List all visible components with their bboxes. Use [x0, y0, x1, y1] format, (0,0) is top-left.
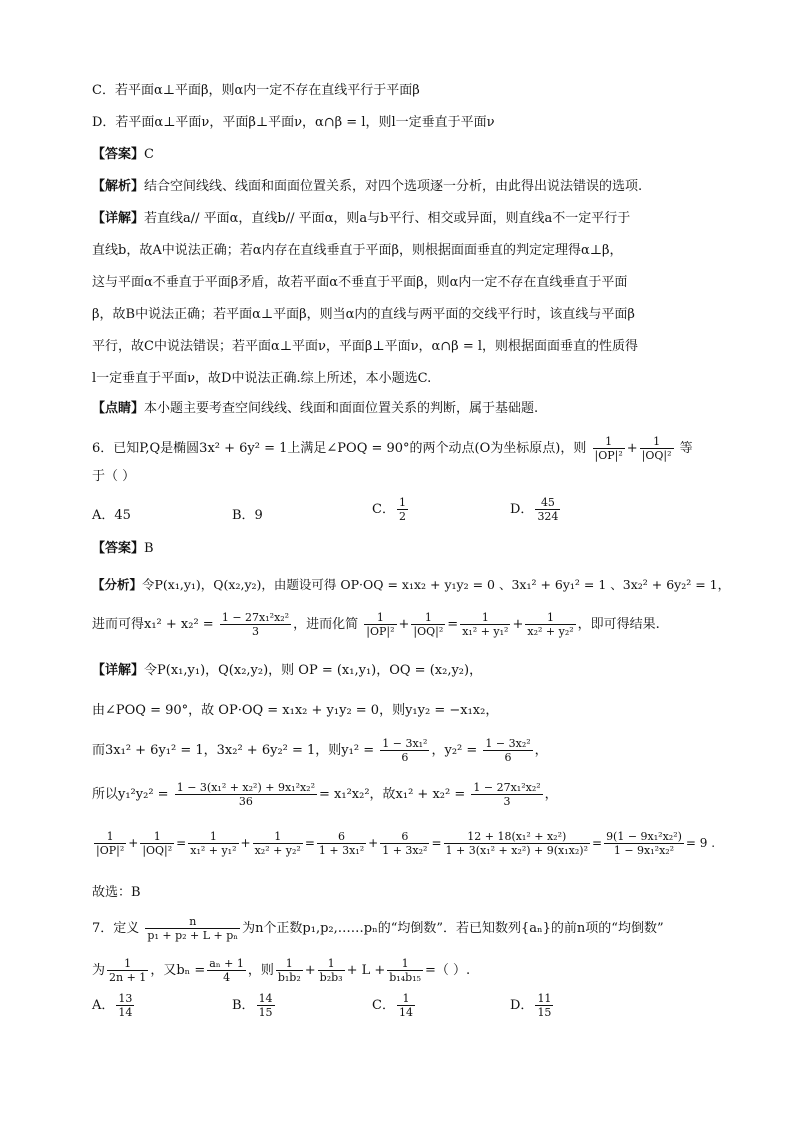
q6-conclusion: 故选：B: [92, 885, 141, 900]
q5-detail-line-4: β，故B中说法正确；若平面α⊥平面β，则当α内的直线与两平面的交线平行时，该直线与平面β: [92, 307, 635, 322]
comment-tag: 【点睛】: [92, 401, 145, 416]
q7-option-a: A． $\frac{13}{14}$: [92, 992, 133, 1019]
comment-text: 本小题主要考查空间线线、线面和面面位置关系的判断，属于基础题.: [144, 401, 539, 416]
q5-detail-line-2: 直线b，故A中说法正确；若α内存在直线垂直于平面β，则根据面面垂直的判定定理得α⊥β，: [92, 243, 623, 258]
answer-tag: 【答案】: [92, 541, 145, 556]
q5-detail-line-5: 平行，故C中说法错误；若平面α⊥平面ν，平面β⊥平面ν，α∩β = l，则根据面面垂直的性质得: [92, 339, 639, 354]
q6-analysis-line-2: 进而可得x₁² + x₂² = $\frac{\text{1 − 27x₁²x₂²}}{3}$ ，进而化简 $\frac{1}{\text{|OP|²}}$ + $\frac{1}{\text{|OQ|²}}$ = $\frac{1}{\text{x₁² + y₁²}}$ + $\frac{1}{\text{x₂² + y₂²}}$ ，即可得结果.: [92, 611, 660, 638]
q6-analysis-line-1: [92, 576, 730, 594]
q5-detail-line-6: l一定垂直于平面ν，故D中说法正确.综上所述，本小题选C.: [92, 371, 432, 386]
q7-stem-line-1: 7．定义 $\frac{n}{\text{p₁ + p₂ + L + pₙ}}$ 为n个正数p₁,p₂,……pₙ的“均倒数”．若已知数列{aₙ}的前n项的“均倒数”: [92, 915, 664, 942]
q5-detail-line-1: [92, 210, 630, 228]
analysis-tag: 【解析】: [92, 179, 145, 194]
q6-answer: [92, 540, 154, 558]
analysis-text: 结合空间线线、线面和面面位置关系，对四个选项逐一分析，由此得出说法错误的选项.: [144, 179, 643, 194]
answer-value: B: [144, 541, 154, 556]
detail-tag: 【详解】: [92, 211, 145, 226]
detail-tag: 【详解】: [92, 663, 145, 678]
q6-option-d: D． $\frac{45}{324}$: [510, 496, 559, 523]
fraction-1-over-op: $\frac{1}{\text{|OP|²}}$: [594, 435, 623, 462]
detail-text: 令P(x₁,y₁)，Q(x₂,y₂)，则 OP = (x₁,y₁)，OQ = (x₂,y₂)，: [144, 663, 483, 678]
q6-detail-line-3: 而3x₁² + 6y₁² = 1，3x₂² + 6y₂² = 1，则y₁² = $\frac{\text{1 − 3x₁²}}{6}$ ，y₂² = $\frac{\text{1 − 3x₂²}}{6}$ ，: [92, 737, 548, 764]
answer-tag: 【答案】: [92, 147, 145, 162]
q6-detail-line-4: 所以y₁²y₂² = $\frac{\text{1 − 3(x₁² + x₂²) + 9x₁²x₂²}}{36}$ = x₁²x₂²，故x₁² + x₂² = $\frac{\text{1 − 27x₁²x₂²}}{3}$ ，: [92, 781, 558, 808]
q5-detail-line-3: 这与平面α不垂直于平面β矛盾，故若平面α不垂直于平面β，则α内一定不存在直线垂直于平面: [92, 275, 628, 290]
q6-stem-continued: 于（ ）: [92, 469, 136, 484]
q5-option-c: C．若平面α⊥平面β，则α内一定不存在直线平行于平面β: [92, 83, 420, 98]
q7-stem-line-2: 为 $\frac{1}{2n + 1}$ ，又bₙ = $\frac{\text{aₙ + 1}}{4}$ ，则 $\frac{1}{\text{b₁b₂}}$ + $\frac{1}{\text{b₂b₃}}$ + L + $\frac{1}{\text{b₁₄b₁₅}}$ =（ ）.: [92, 957, 471, 984]
q6-option-c: C． $\frac{1}{2}$: [372, 496, 406, 523]
q6-option-b: B．9: [232, 508, 263, 523]
q5-option-d: D．若平面α⊥平面ν，平面β⊥平面ν，α∩β = l，则l一定垂直于平面ν: [92, 115, 495, 130]
q6-option-a: A．45: [92, 508, 131, 523]
q6-stem: 6．已知P,Q是椭圆3x² + 6y² = 1上满足∠POQ = 90°的两个动点(O为坐标原点)，则 $\frac{1}{\text{|OP|²}}$ + $\frac{1}{\text{|OQ|²}}$ 等: [92, 435, 693, 462]
q6-detail-line-5: $\frac{1}{\text{|OP|²}}$ + $\frac{1}{\text{|OQ|²}}$ = $\frac{1}{\text{x₁² + y₁²}}$ + $\frac{1}{\text{x₂² + y₂²}}$ = $\frac{6}{\text{1 + 3x₁²}}$ + $\frac{6}{\text{1 + 3x₂²}}$ = $\frac{\text{12 + 18(x₁² + x₂²)}}{\text{1 + 3(x₁² + x₂²) + 9(x₁x₂)²}}$ = $\frac{\text{9(1 − 9x₁²x₂²)}}{\text{1 − 9x₁²x₂²}}$ = 9 .: [96, 830, 716, 857]
q6-stem-tail: 等: [679, 441, 693, 456]
q5-analysis: [92, 178, 642, 196]
q5-answer: [92, 146, 154, 164]
q7-option-b: B． $\frac{14}{15}$: [232, 992, 273, 1019]
q7-option-d: D． $\frac{11}{15}$: [510, 992, 552, 1019]
fraction-1-over-oq: $\frac{1}{\text{|OQ|²}}$: [641, 435, 672, 462]
q5-comment: [92, 400, 538, 418]
q7-option-c: C． $\frac{1}{14}$: [372, 992, 413, 1019]
analysis-text: 令P(x₁,y₁)，Q(x₂,y₂)，由题设可得 OP·OQ = x₁x₂ + y₁y₂ = 0 、3x₁² + 6y₁² = 1 、3x₂² + 6y₂² = 1，: [142, 577, 731, 592]
detail-text: 若直线a// 平面α，直线b// 平面α，则a与b平行、相交或异面，则直线a不一定平行于: [144, 211, 631, 226]
analysis-tag: 【分析】: [92, 577, 143, 592]
q6-stem-text: 6．已知P,Q是椭圆3x² + 6y² = 1上满足∠POQ = 90°的两个动点(O为坐标原点)，则: [92, 441, 587, 456]
answer-value: C: [144, 147, 154, 162]
q6-detail-line-1: [92, 662, 482, 680]
q6-detail-line-2: 由∠POQ = 90°，故 OP·OQ = x₁x₂ + y₁y₂ = 0，则y₁y₂ = −x₁x₂，: [92, 703, 499, 718]
